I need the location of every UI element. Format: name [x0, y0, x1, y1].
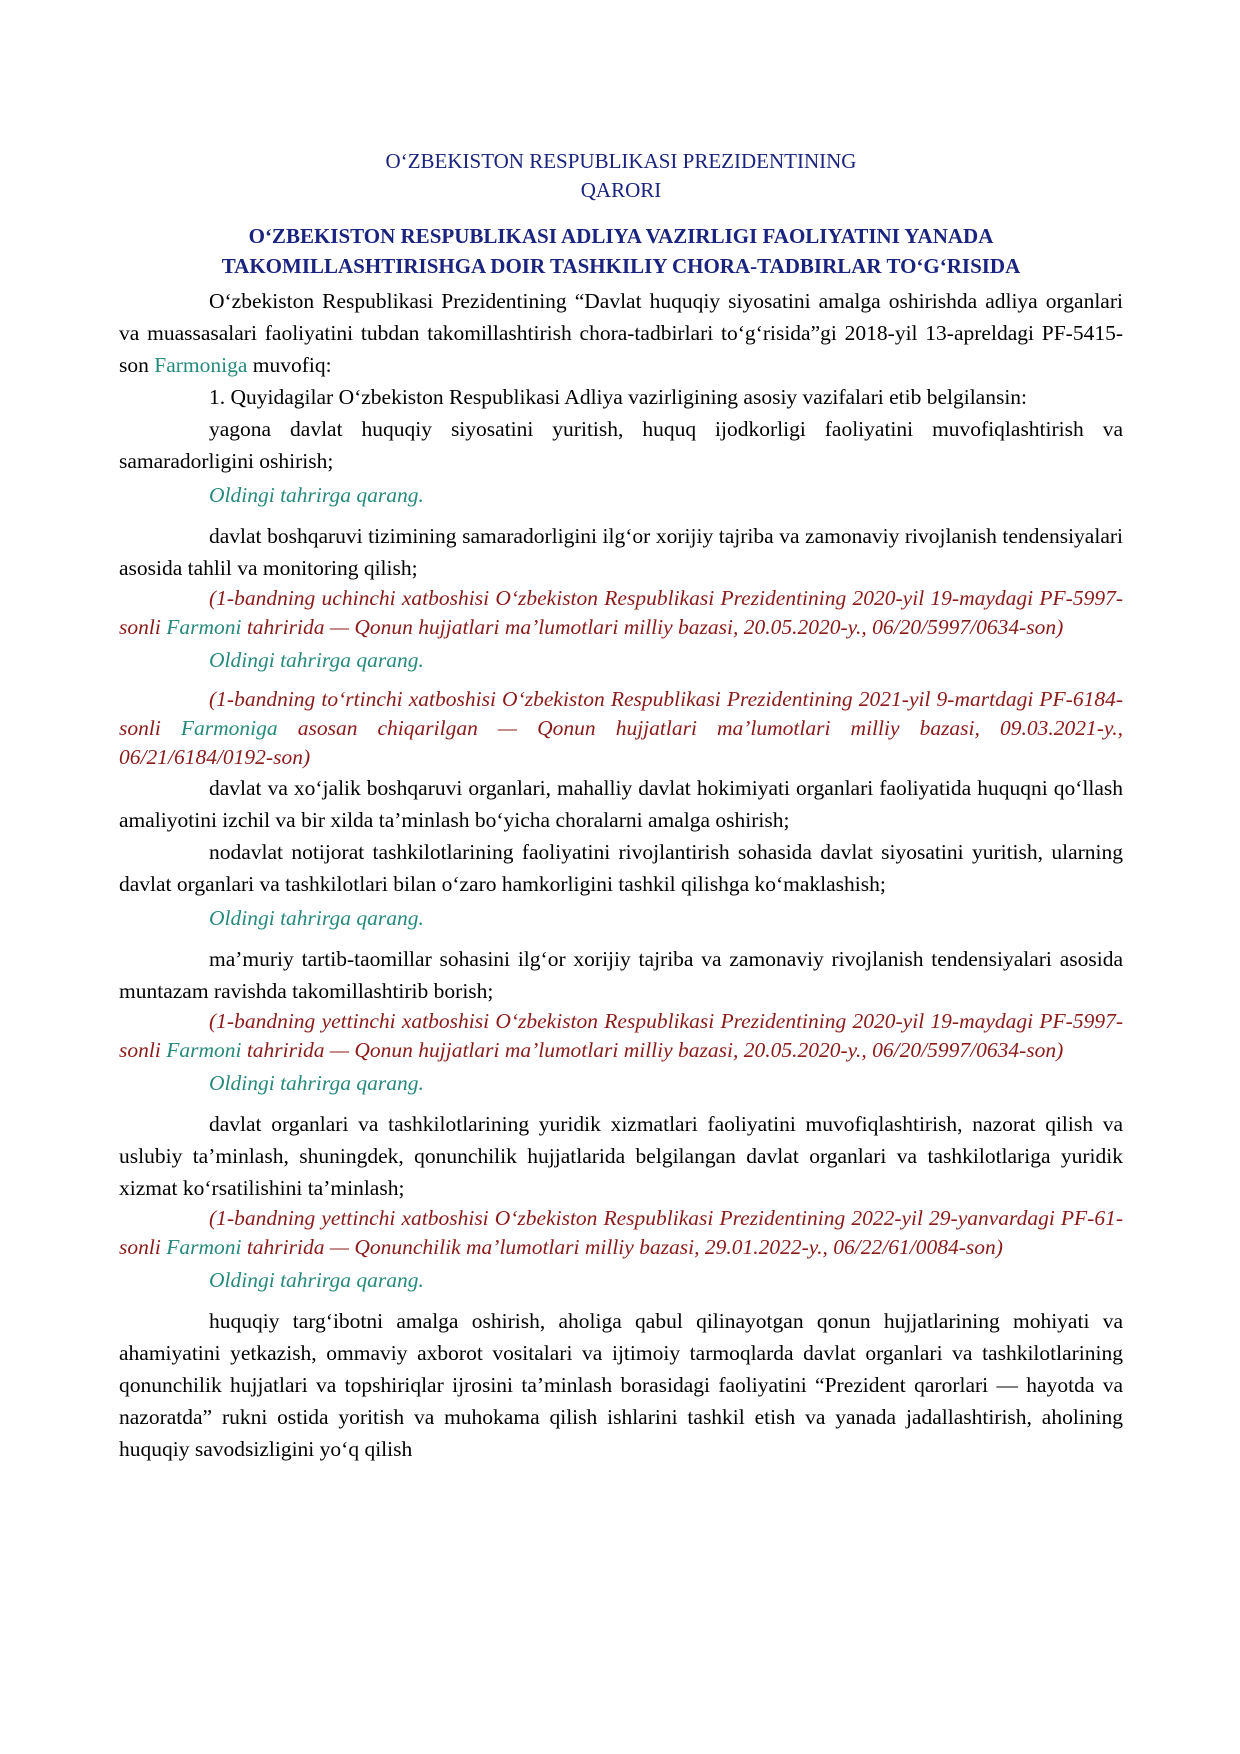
paragraph-6: davlat organlari va tashkilotlarining yuridik xizmatlari faoliyatini muvofiqlashtirish, nazorat qilish va uslubiy ta’minlash, shuningdek, qonunchilik hujjatlarida belgilangan davlat organlari va tashkilotlariga yuridik xizmat ko‘rsatilishini ta’minlash;	[119, 1112, 1123, 1200]
previous-edition-link-2[interactable]: Oldingi tahrirga qarang.	[209, 648, 424, 672]
document-title-line1: O‘ZBEKISTON RESPUBLIKASI ADLIYA VAZIRLIGI FAOLIYATINI YANADA	[248, 224, 994, 248]
paragraph-1: yagona davlat huquqiy siyosatini yuritish, huquq ijodkorligi faoliyatini muvofiqlashtirish va samaradorligini oshirish;	[119, 417, 1123, 473]
note-2-decree-link[interactable]: Farmoniga	[180, 716, 278, 740]
edit-note-1: (1-bandning uchinchi xatboshisi O‘zbekiston Respublikasi Prezidentining 2020-yil 19-maydagi PF-5997-sonli Farmoni tahririda — Qonun hujjatlari ma’lumotlari milliy bazasi, 20.05.2020-y., 06/20/5997/0634-son)	[119, 586, 1123, 639]
previous-edition-link-3[interactable]: Oldingi tahrirga qarang.	[209, 906, 424, 930]
document-title-line2: TAKOMILLASHTIRISHGA DOIR TASHKILIY CHORA-TADBIRLAR TO‘G‘RISIDA	[221, 254, 1021, 278]
note-3-decree-link[interactable]: Farmoni	[166, 1038, 242, 1062]
paragraph-3: davlat va xo‘jalik boshqaruvi organlari, mahalliy davlat hokimiyati organlari faoliyatida huquqni qo‘llash amaliyotini izchil va bir xilda ta’minlash bo‘yicha choralarni amalga oshirish;	[119, 776, 1123, 832]
document-type-line2: QARORI	[580, 178, 662, 202]
intro-decree-link[interactable]: Farmoniga	[154, 353, 248, 377]
note-4-decree-link[interactable]: Farmoni	[166, 1235, 242, 1259]
edit-note-4: (1-bandning yettinchi xatboshisi O‘zbekiston Respublikasi Prezidentining 2022-yil 29-yanvardagi PF-61-sonli Farmoni tahririda — Qonunchilik ma’lumotlari milliy bazasi, 29.01.2022-y., 06/22/61/0084-son)	[119, 1206, 1123, 1259]
previous-edition-link-4[interactable]: Oldingi tahrirga qarang.	[209, 1071, 424, 1095]
paragraph-5: ma’muriy tartib-taomillar sohasini ilg‘or xorijiy tajriba va zamonaviy rivojlanish tendensiyalari asosida muntazam ravishda takomillashtirib borish;	[119, 947, 1123, 1003]
item-1: 1. Quyidagilar O‘zbekiston Respublikasi Adliya vazirligining asosiy vazifalari etib belgilansin:	[209, 385, 1028, 409]
previous-edition-link-1[interactable]: Oldingi tahrirga qarang.	[209, 483, 424, 507]
paragraph-7: huquqiy targ‘ibotni amalga oshirish, aholiga qabul qilinayotgan qonun hujjatlarining mohiyati va ahamiyatini yetkazish, ommaviy axborot vositalari va ijtimoiy tarmoqlarda davlat organlari va tashkilotlarining qonunchilik hujjatlari va topshiriqlar ijrosini ta’minlash borasidagi faoliyatini “Prezident qarorlari — hayotda va nazoratda” rukni ostida yoritish va muhokama qilish ishlarini tashkil etish va yanada jadallashtirish, aholining huquqiy savodsizligini yo‘q qilish	[119, 1309, 1123, 1461]
document-type-line1: O‘ZBEKISTON RESPUBLIKASI PREZIDENTINING	[385, 149, 857, 173]
intro-text: O‘zbekiston Respublikasi Prezidentining “Davlat huquqiy siyosatini amalga oshirishda adliya organlari va muassasalari faoliyatini tubdan takomillashtirish chora-tadbirlari to‘g‘risida”gi 2018-yil 13-apreldagi PF-5415-son	[119, 289, 1123, 377]
previous-edition-link-5[interactable]: Oldingi tahrirga qarang.	[209, 1268, 424, 1292]
edit-note-2: (1-bandning to‘rtinchi xatboshisi O‘zbekiston Respublikasi Prezidentining 2021-yil 9-martdagi PF-6184-sonli Farmoniga asosan chiqarilgan — Qonun hujjatlari ma’lumotlari milliy bazasi, 09.03.2021-y., 06/21/6184/0192-son)	[119, 687, 1123, 769]
intro-paragraph	[119, 285, 1123, 381]
intro-text-end: muvofiq:	[247, 353, 332, 377]
paragraph-2: davlat boshqaruvi tizimining samaradorligini ilg‘or xorijiy tajriba va zamonaviy rivojlanish tendensiyalari asosida tahlil va monitoring qilish;	[119, 524, 1123, 580]
note-1-decree-link[interactable]: Farmoni	[166, 615, 242, 639]
paragraph-4: nodavlat notijorat tashkilotlarining faoliyatini rivojlantirish sohasida davlat siyosatini yuritish, ularning davlat organlari va tashkilotlari bilan o‘zaro hamkorligini tashkil qilishga ko‘maklashish;	[119, 840, 1123, 896]
document-title	[119, 221, 1123, 281]
document-page	[119, 0, 1123, 1465]
edit-note-3: (1-bandning yettinchi xatboshisi O‘zbekiston Respublikasi Prezidentining 2020-yil 19-maydagi PF-5997-sonli Farmoni tahririda — Qonun hujjatlari ma’lumotlari milliy bazasi, 20.05.2020-y., 06/20/5997/0634-son)	[119, 1009, 1123, 1062]
